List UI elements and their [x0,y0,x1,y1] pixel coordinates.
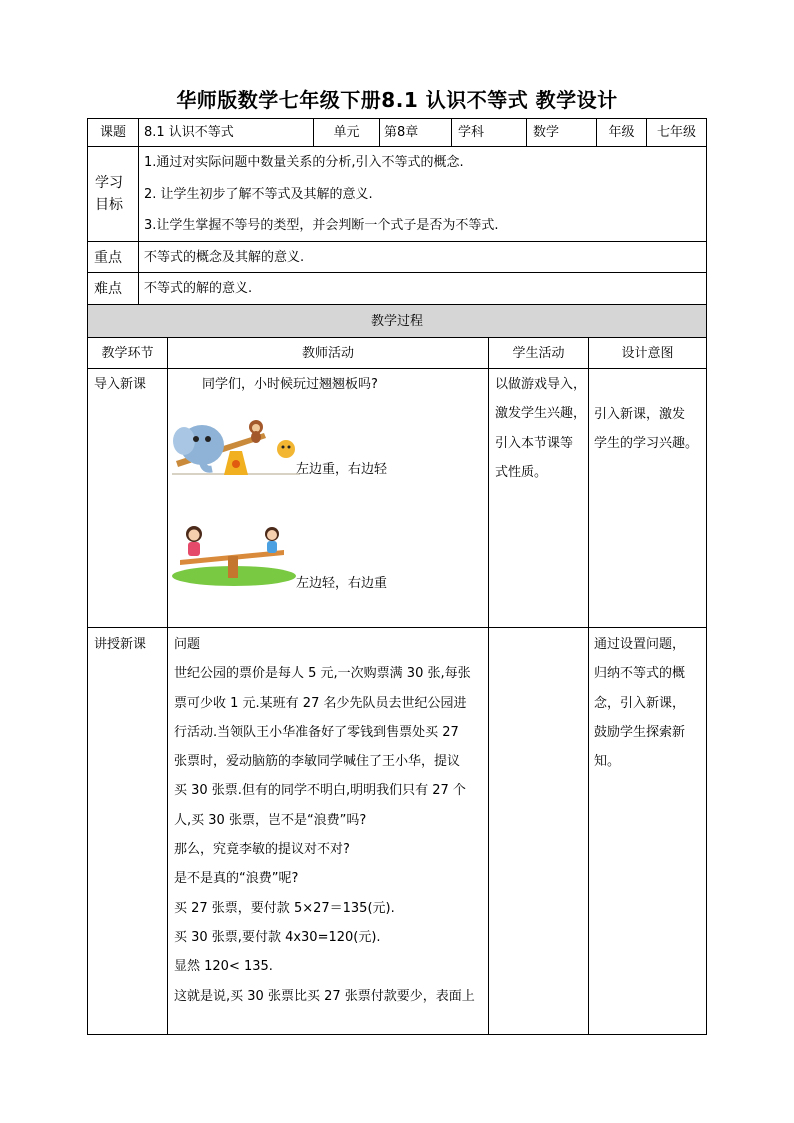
subject-value: 数学 [533,125,560,140]
subject-label: 学科 [458,125,485,140]
text-line: 以做游戏导入， [495,377,587,392]
text-line: 学生的学习兴趣。 [594,436,699,452]
difficulty-text: 不等式的解的意义. [144,281,253,296]
text-line: 行活动.当领队王小华准备好了零钱到售票处买 27 [174,724,459,740]
goals-label-line1: 学习 [95,175,123,191]
unit-label: 单元 [333,125,360,140]
text-line: 式性质。 [495,464,548,480]
text-line: 张票时，爱动脑筋的李敏同学喊住了王小华，提议 [174,754,461,770]
text-line: 票可少收 1 元.某班有 27 名少先队员去世纪公园进 [174,695,467,711]
text-line: 买 30 张票,要付款 4x30=120(元). [174,929,381,945]
document-title: 华师版数学七年级下册8.1 认识不等式 教学设计 [176,88,618,112]
goals-label-line2: 目标 [95,197,123,213]
text-line: 是不是真的“浪费”呢? [174,871,299,887]
text-line: 买 30 张票.但有的同学不明白,明明我们只有 27 个 [174,783,466,799]
text-line: 那么，究竟李敏的提议对不对? [174,842,350,858]
lecture-design-intent [594,630,706,776]
text-line: 买 27 张票，要付款 5×27＝135(元). [174,900,395,916]
text-line: 这就是说,买 30 张票比买 27 张票付款要少，表面上 [174,988,475,1004]
lecture-teacher-activity [174,630,486,1011]
goals-label [88,172,130,216]
text-line: 引入新课，激发 [594,407,686,422]
column-student: 学生活动 [512,346,565,361]
text-line: 问题 [174,637,201,652]
column-intent: 设计意图 [621,346,674,361]
text-line: 激发学生兴趣， [495,406,587,422]
text-line: 显然 120< 135. [174,959,273,975]
intro-design-intent [594,400,706,459]
goal-item: 1.通过对实际问题中数量关系的分析,引入不等式的概念. [144,155,464,170]
text-line: 知。 [594,754,621,770]
intro-stage: 导入新课 [94,377,147,392]
goal-item: 3.让学生掌握不等号的类型，并会判断一个式子是否为不等式. [144,218,499,233]
text-line: 世纪公园的票价是每人 5 元,一次购票满 30 张,每张 [174,666,471,682]
seesaw-caption-2: 左边轻，右边重 [296,576,388,591]
unit-value: 第8章 [384,125,419,140]
lecture-stage: 讲授新课 [94,637,147,652]
text-line: 通过设置问题， [594,637,686,652]
text-line: 鼓励学生探索新 [594,724,686,740]
intro-question: 同学们，小时候玩过翘翘板吗? [202,377,378,392]
seesaw-caption-1: 左边重，右边轻 [296,462,388,477]
key-point-label: 重点 [94,250,122,266]
text-line: 念，引入新课， [594,695,686,711]
grade-value: 七年级 [656,125,696,140]
key-point-text: 不等式的概念及其解的意义. [144,250,305,265]
goal-item: 2. 让学生初步了解不等式及其解的意义. [144,187,373,202]
intro-student-activity [495,370,589,487]
column-teacher: 教师活动 [301,346,354,361]
column-stage: 教学环节 [101,346,154,361]
difficulty-label: 难点 [94,281,122,297]
process-section-title: 教学过程 [370,314,423,329]
seesaw-elephant-illustration [172,405,300,477]
topic-label: 课题 [99,125,126,140]
text-line: 归纳不等式的概 [594,666,686,682]
text-line: 引入本节课等 [495,435,574,451]
topic-value: 8.1 认识不等式 [144,125,234,140]
grade-label: 年级 [608,125,635,140]
seesaw-girls-illustration [172,520,296,588]
text-line: 人,买 30 张票，岂不是“浪费”吗? [174,812,367,828]
